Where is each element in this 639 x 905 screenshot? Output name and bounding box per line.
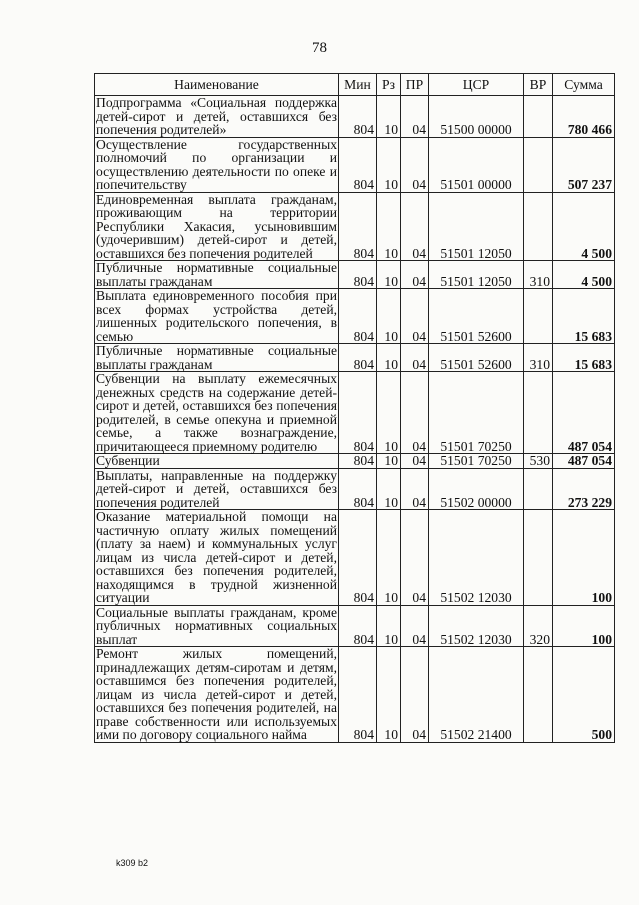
row-pr: 04 xyxy=(401,372,429,454)
row-rz: 10 xyxy=(377,454,401,469)
row-vr xyxy=(524,468,553,510)
row-pr: 04 xyxy=(401,510,429,606)
row-sum: 4 500 xyxy=(553,261,615,289)
row-sum: 500 xyxy=(553,647,615,743)
table-row xyxy=(95,261,615,289)
row-vr xyxy=(524,372,553,454)
row-vr: 310 xyxy=(524,261,553,289)
table-row xyxy=(95,468,615,510)
row-sum: 487 054 xyxy=(553,454,615,469)
row-pr: 04 xyxy=(401,261,429,289)
table-row xyxy=(95,289,615,344)
header-rz: Рз xyxy=(377,74,401,96)
row-name: Выплата единовременного пособия при всех формах устройства детей, лишенных родительского попечения, в семью xyxy=(96,288,337,344)
header-sum: Сумма xyxy=(553,74,615,96)
row-name: Осуществление государственных полномочий по организации и осуществлению деятельности по опеке и попечительству xyxy=(96,136,337,192)
row-rz: 10 xyxy=(377,468,401,510)
row-rz: 10 xyxy=(377,372,401,454)
row-sum: 15 683 xyxy=(553,344,615,372)
row-pr: 04 xyxy=(401,192,429,261)
row-name: Субвенции xyxy=(95,454,339,469)
row-csr: 51501 12050 xyxy=(429,261,524,289)
row-sum: 15 683 xyxy=(553,289,615,344)
table-row xyxy=(95,96,615,138)
row-pr: 04 xyxy=(401,96,429,138)
row-sum: 100 xyxy=(553,605,615,647)
row-csr: 51501 52600 xyxy=(429,289,524,344)
table-row xyxy=(95,510,615,606)
row-min: 804 xyxy=(339,137,377,192)
row-vr xyxy=(524,96,553,138)
row-min: 804 xyxy=(339,468,377,510)
row-min: 804 xyxy=(339,289,377,344)
table-row xyxy=(95,454,615,469)
row-sum: 100 xyxy=(553,510,615,606)
row-min: 804 xyxy=(339,192,377,261)
row-sum: 507 237 xyxy=(553,137,615,192)
row-name: Публичные нормативные социальные выплаты гражданам xyxy=(96,260,337,289)
row-name: Субвенции на выплату ежемесячных денежных средств на содержание детей-сирот и детей, оставшихся без попечения родителей, в семье опекуна и приемной семье, а также вознаграждение, причитающееся приемному родителю xyxy=(96,371,337,454)
header-name: Наименование xyxy=(95,74,339,96)
row-min: 804 xyxy=(339,605,377,647)
page-number: 78 xyxy=(312,40,327,56)
row-csr: 51501 70250 xyxy=(429,372,524,454)
row-rz: 10 xyxy=(377,647,401,743)
row-vr xyxy=(524,510,553,606)
row-vr xyxy=(524,289,553,344)
row-pr: 04 xyxy=(401,137,429,192)
row-csr: 51501 12050 xyxy=(429,192,524,261)
row-min: 804 xyxy=(339,96,377,138)
header-csr: ЦСР xyxy=(429,74,524,96)
header-vr: ВР xyxy=(524,74,553,96)
table-row xyxy=(95,605,615,647)
row-csr: 51501 70250 xyxy=(429,454,524,469)
row-pr: 04 xyxy=(401,344,429,372)
row-min: 804 xyxy=(339,510,377,606)
row-vr xyxy=(524,192,553,261)
row-csr: 51502 12030 xyxy=(429,510,524,606)
budget-table xyxy=(94,73,615,743)
row-rz: 10 xyxy=(377,137,401,192)
table-row xyxy=(95,647,615,743)
row-csr: 51502 21400 xyxy=(429,647,524,743)
row-pr: 04 xyxy=(401,289,429,344)
row-sum: 780 466 xyxy=(553,96,615,138)
row-sum: 273 229 xyxy=(553,468,615,510)
row-csr: 51501 52600 xyxy=(429,344,524,372)
row-pr: 04 xyxy=(401,605,429,647)
row-name: Подпрограмма «Социальная поддержка детей-сирот и детей, оставшихся без попечения родителей» xyxy=(96,95,337,137)
row-pr: 04 xyxy=(401,468,429,510)
row-csr: 51502 12030 xyxy=(429,605,524,647)
row-sum: 4 500 xyxy=(553,192,615,261)
row-vr xyxy=(524,137,553,192)
row-vr: 310 xyxy=(524,344,553,372)
row-min: 804 xyxy=(339,647,377,743)
row-rz: 10 xyxy=(377,289,401,344)
table-row xyxy=(95,372,615,454)
row-rz: 10 xyxy=(377,261,401,289)
row-name: Ремонт жилых помещений, принадлежащих детям-сиротам и детям, оставшимся без попечения родителей, лицам из числа детей-сирот и детей, оставшихся без попечения родителей, на праве собственности или используемых ими по договору социального найма xyxy=(96,646,337,742)
row-name: Социальные выплаты гражданам, кроме публичных нормативных социальных выплат xyxy=(96,604,337,647)
row-name: Публичные нормативные социальные выплаты гражданам xyxy=(96,343,337,372)
header-pr: ПР xyxy=(401,74,429,96)
row-rz: 10 xyxy=(377,605,401,647)
row-csr: 51502 00000 xyxy=(429,468,524,510)
row-min: 804 xyxy=(339,454,377,469)
row-min: 804 xyxy=(339,344,377,372)
row-vr: 320 xyxy=(524,605,553,647)
row-csr: 51500 00000 xyxy=(429,96,524,138)
row-pr: 04 xyxy=(401,647,429,743)
header-min: Мин xyxy=(339,74,377,96)
row-name: Выплаты, направленные на поддержку детей-сирот и детей, оставшихся без попечения родителей xyxy=(96,467,337,510)
row-pr: 04 xyxy=(401,454,429,469)
row-rz: 10 xyxy=(377,344,401,372)
row-name: Единовременная выплата гражданам, проживающим на территории Республики Хакасия, усыновившим (удочерившим) детей-сирот и детей, оставшихся без попечения родителей xyxy=(96,191,337,261)
table-row xyxy=(95,344,615,372)
row-sum: 487 054 xyxy=(553,372,615,454)
footer-code: k309 b2 xyxy=(116,858,149,868)
row-rz: 10 xyxy=(377,96,401,138)
row-csr: 51501 00000 xyxy=(429,137,524,192)
row-min: 804 xyxy=(339,372,377,454)
row-rz: 10 xyxy=(377,510,401,606)
row-name: Оказание материальной помощи на частичную оплату жилых помещений (плату за наем) и коммунальных услуг лицам из числа детей-сирот и детей, оставшихся без попечения родителей, находящимся в трудной жизненной ситуации xyxy=(96,509,337,605)
table-row xyxy=(95,137,615,192)
row-vr xyxy=(524,647,553,743)
row-vr: 530 xyxy=(524,454,553,469)
table-row xyxy=(95,192,615,261)
row-min: 804 xyxy=(339,261,377,289)
table-header-row xyxy=(95,74,615,96)
row-rz: 10 xyxy=(377,192,401,261)
